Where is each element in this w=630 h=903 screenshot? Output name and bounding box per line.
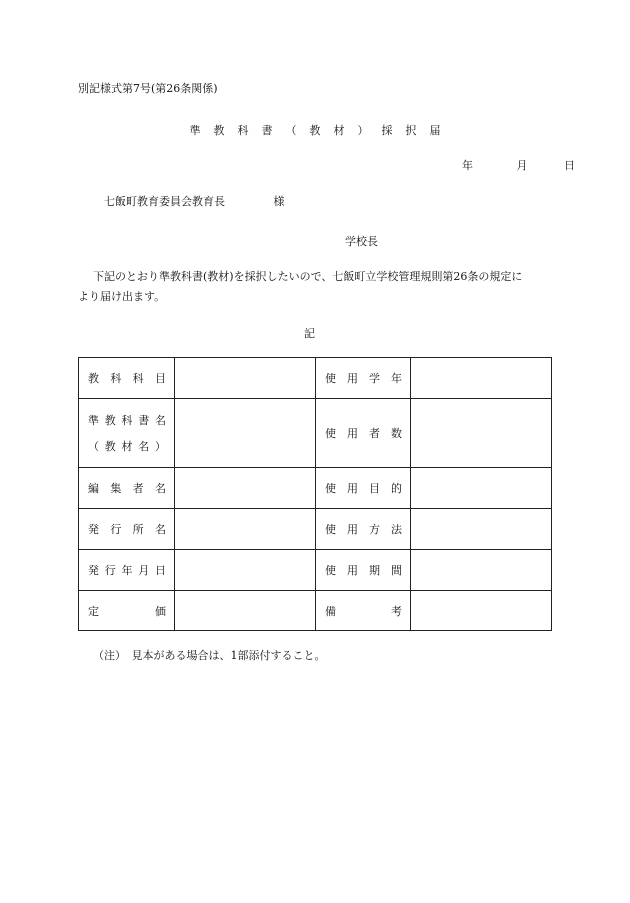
- label-char: 日: [155, 564, 166, 577]
- label-char: 名: [154, 523, 166, 536]
- label-char: 教: [104, 440, 116, 453]
- label-char: 材: [121, 440, 133, 453]
- label-period: [316, 550, 411, 591]
- label-char: 目: [369, 482, 380, 495]
- label-char: 学: [369, 372, 380, 385]
- date-line: [462, 157, 575, 173]
- value-period[interactable]: [411, 550, 552, 591]
- label-char: 的: [391, 482, 402, 495]
- form-title-char: 材: [333, 124, 345, 137]
- addressee-honorific: 様: [273, 195, 285, 208]
- table-row: [79, 468, 552, 509]
- label-subject: [79, 358, 175, 399]
- label-char: 月: [138, 564, 150, 577]
- label-char: 目: [154, 372, 166, 385]
- value-grade[interactable]: [411, 358, 552, 399]
- addressee: [104, 193, 285, 209]
- label-char: 期: [369, 564, 380, 577]
- label-char: 用: [347, 564, 358, 577]
- label-char: 科: [132, 372, 144, 385]
- table-row: [79, 358, 552, 399]
- label-users: [316, 399, 411, 468]
- table-row: [79, 550, 552, 591]
- value-editor[interactable]: [175, 468, 316, 509]
- value-price[interactable]: [175, 591, 316, 631]
- label-char: 所: [132, 523, 144, 536]
- label-char: 名: [138, 440, 150, 453]
- label-char: 集: [110, 482, 122, 495]
- label-char: 名: [155, 414, 166, 427]
- value-publisher[interactable]: [175, 509, 316, 550]
- value-textbook-name[interactable]: [175, 399, 316, 468]
- form-title: [0, 122, 630, 138]
- ki-heading: 記: [304, 327, 315, 340]
- label-char: 準: [88, 414, 99, 427]
- form-title-char: 準: [189, 124, 201, 137]
- label-char: 用: [347, 372, 358, 385]
- label-char: 使: [325, 372, 336, 385]
- label-char: 数: [391, 427, 402, 440]
- label-remarks: [316, 591, 411, 631]
- table-row: [79, 509, 552, 550]
- label-char: 年: [121, 564, 133, 577]
- label-char: 使: [325, 482, 336, 495]
- note: （注） 見本がある場合は、1部添付すること。: [93, 649, 326, 662]
- label-char: 使: [325, 564, 336, 577]
- body-text-line2: より届け出ます。: [78, 290, 166, 303]
- value-remarks[interactable]: [411, 591, 552, 631]
- label-char: 教: [104, 414, 116, 427]
- label-purpose: [316, 468, 411, 509]
- body-text-line1: 下記のとおり準教科書(教材)を採択したいので、七飯町立学校管理規則第26条の規定に: [93, 270, 523, 283]
- label-char: 行: [104, 564, 116, 577]
- form-title-char: 択: [405, 124, 417, 137]
- label-char: 科: [121, 414, 133, 427]
- form-title-char: 書: [261, 124, 273, 137]
- label-char: （: [88, 440, 99, 453]
- label-char: 考: [391, 604, 402, 618]
- form-number: 別記様式第7号(第26条関係): [78, 82, 218, 95]
- date-year: 年: [462, 159, 473, 172]
- label-char: 方: [369, 523, 380, 536]
- form-title-char: ）: [357, 124, 369, 137]
- info-table: [78, 357, 552, 631]
- label-char: 年: [391, 372, 402, 385]
- label-publisher: [79, 509, 175, 550]
- date-day: 日: [564, 159, 575, 172]
- label-char: 編: [88, 482, 99, 495]
- value-subject[interactable]: [175, 358, 316, 399]
- label-char: 者: [132, 482, 144, 495]
- label-char: 定: [88, 604, 99, 618]
- label-char: 間: [391, 564, 402, 577]
- label-char: 使: [325, 523, 336, 536]
- principal: 学校長: [345, 235, 378, 248]
- label-char: ）: [155, 440, 166, 453]
- label-char: 名: [154, 482, 166, 495]
- label-char: 発: [88, 564, 99, 577]
- label-char: 発: [88, 523, 99, 536]
- table-row: [79, 399, 552, 468]
- value-publish-date[interactable]: [175, 550, 316, 591]
- value-method[interactable]: [411, 509, 552, 550]
- label-char: 行: [110, 523, 122, 536]
- label-price: [79, 591, 175, 631]
- label-char: 教: [88, 372, 99, 385]
- label-editor: [79, 468, 175, 509]
- value-purpose[interactable]: [411, 468, 552, 509]
- label-publish-date: [79, 550, 175, 591]
- label-char: 使: [325, 427, 336, 440]
- label-method: [316, 509, 411, 550]
- form-title-char: 採: [381, 124, 393, 137]
- form-title-char: 科: [237, 124, 249, 137]
- label-char: 用: [347, 482, 358, 495]
- addressee-name: 七飯町教育委員会教育長: [104, 195, 225, 208]
- form-title-char: 教: [309, 124, 321, 137]
- label-char: 用: [347, 523, 358, 536]
- label-char: 備: [325, 604, 336, 618]
- form-title-char: 教: [213, 124, 225, 137]
- date-month: 月: [516, 159, 528, 172]
- label-textbook-name: [79, 399, 175, 468]
- label-char: 価: [155, 604, 166, 618]
- value-users[interactable]: [411, 399, 552, 468]
- label-char: 者: [369, 427, 380, 440]
- form-title-char: （: [285, 124, 297, 137]
- label-grade: [316, 358, 411, 399]
- label-char: 科: [110, 372, 122, 385]
- table-row: [79, 591, 552, 631]
- label-char: 用: [347, 427, 358, 440]
- label-char: 書: [138, 414, 150, 427]
- form-title-char: 届: [429, 124, 441, 137]
- label-char: 法: [391, 523, 402, 536]
